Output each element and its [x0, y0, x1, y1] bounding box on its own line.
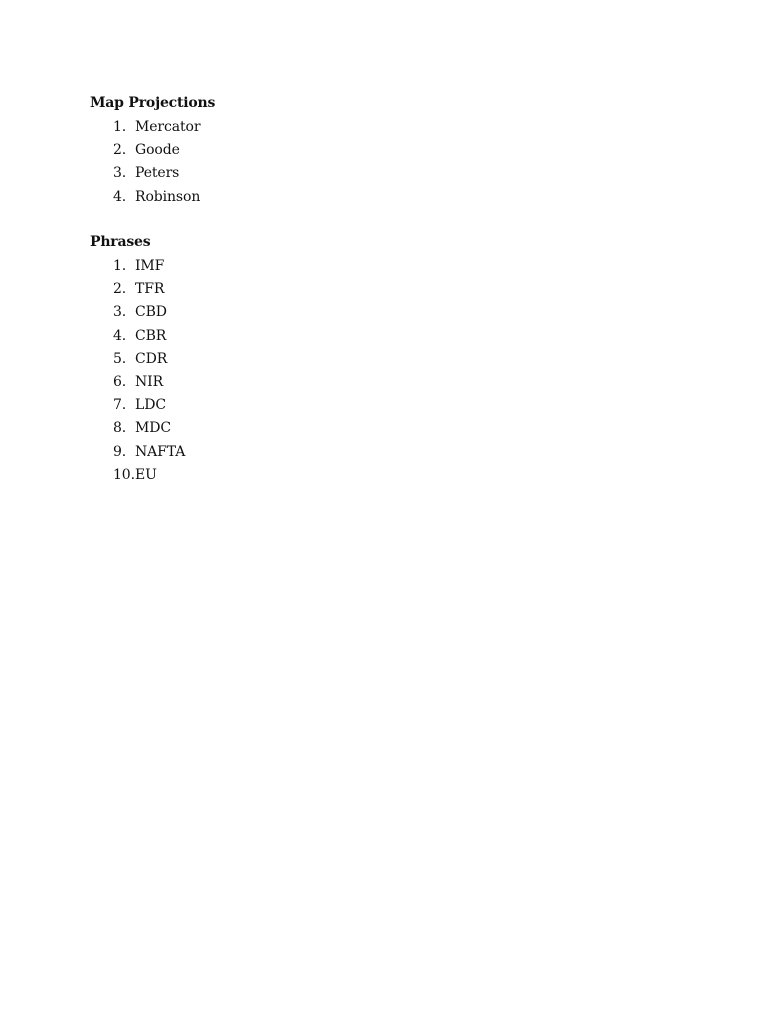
- list-item-number: 2.: [113, 281, 127, 298]
- list-item: [90, 139, 490, 162]
- numbered-list: [90, 116, 490, 209]
- list-item: [90, 394, 490, 417]
- list-item-number: 9.: [113, 443, 127, 460]
- list-item-text: IMF: [135, 258, 165, 274]
- section-heading: Map Projections: [90, 95, 216, 111]
- numbered-list: [90, 255, 490, 487]
- list-item-text: LDC: [135, 397, 166, 414]
- list-item-number: 8.: [113, 420, 127, 437]
- list-item: [90, 371, 490, 394]
- list-item-number: 3.: [113, 304, 127, 321]
- list-item-text: MDC: [135, 420, 171, 437]
- list-item: [90, 348, 490, 371]
- list-item-text: EU: [135, 466, 157, 483]
- list-item: [90, 417, 490, 440]
- list-item-text: Robinson: [135, 188, 201, 205]
- list-item-text: TFR: [135, 281, 165, 298]
- list-item-number: 1.: [113, 258, 127, 274]
- list-item: [90, 255, 490, 278]
- list-item: [90, 116, 490, 139]
- list-item-text: NAFTA: [135, 443, 186, 460]
- list-item: [90, 186, 490, 209]
- list-item-number: 5.: [113, 350, 127, 367]
- list-item-text: Goode: [135, 142, 180, 159]
- list-item-number: 10.: [113, 466, 135, 483]
- list-item-text: Mercator: [135, 119, 201, 135]
- list-item: [90, 301, 490, 324]
- list-item: [90, 278, 490, 301]
- list-item: [90, 325, 490, 348]
- list-item: [90, 441, 490, 464]
- list-item-number: 3.: [113, 165, 127, 182]
- section-map-projections: [90, 93, 490, 209]
- list-item-text: NIR: [135, 373, 164, 390]
- list-item: [90, 464, 490, 487]
- section-heading: Phrases: [90, 234, 151, 250]
- section-phrases: [90, 232, 490, 487]
- list-item-number: 1.: [113, 119, 127, 135]
- list-item-text: CDR: [135, 350, 168, 367]
- list-item-number: 6.: [113, 373, 127, 390]
- list-item-number: 7.: [113, 397, 127, 414]
- list-item-text: CBD: [135, 304, 167, 321]
- list-item-number: 4.: [113, 188, 127, 205]
- list-item-text: CBR: [135, 327, 167, 344]
- list-item-number: 4.: [113, 327, 127, 344]
- list-item-number: 2.: [113, 142, 127, 159]
- list-item-text: Peters: [135, 165, 180, 182]
- list-item: [90, 162, 490, 185]
